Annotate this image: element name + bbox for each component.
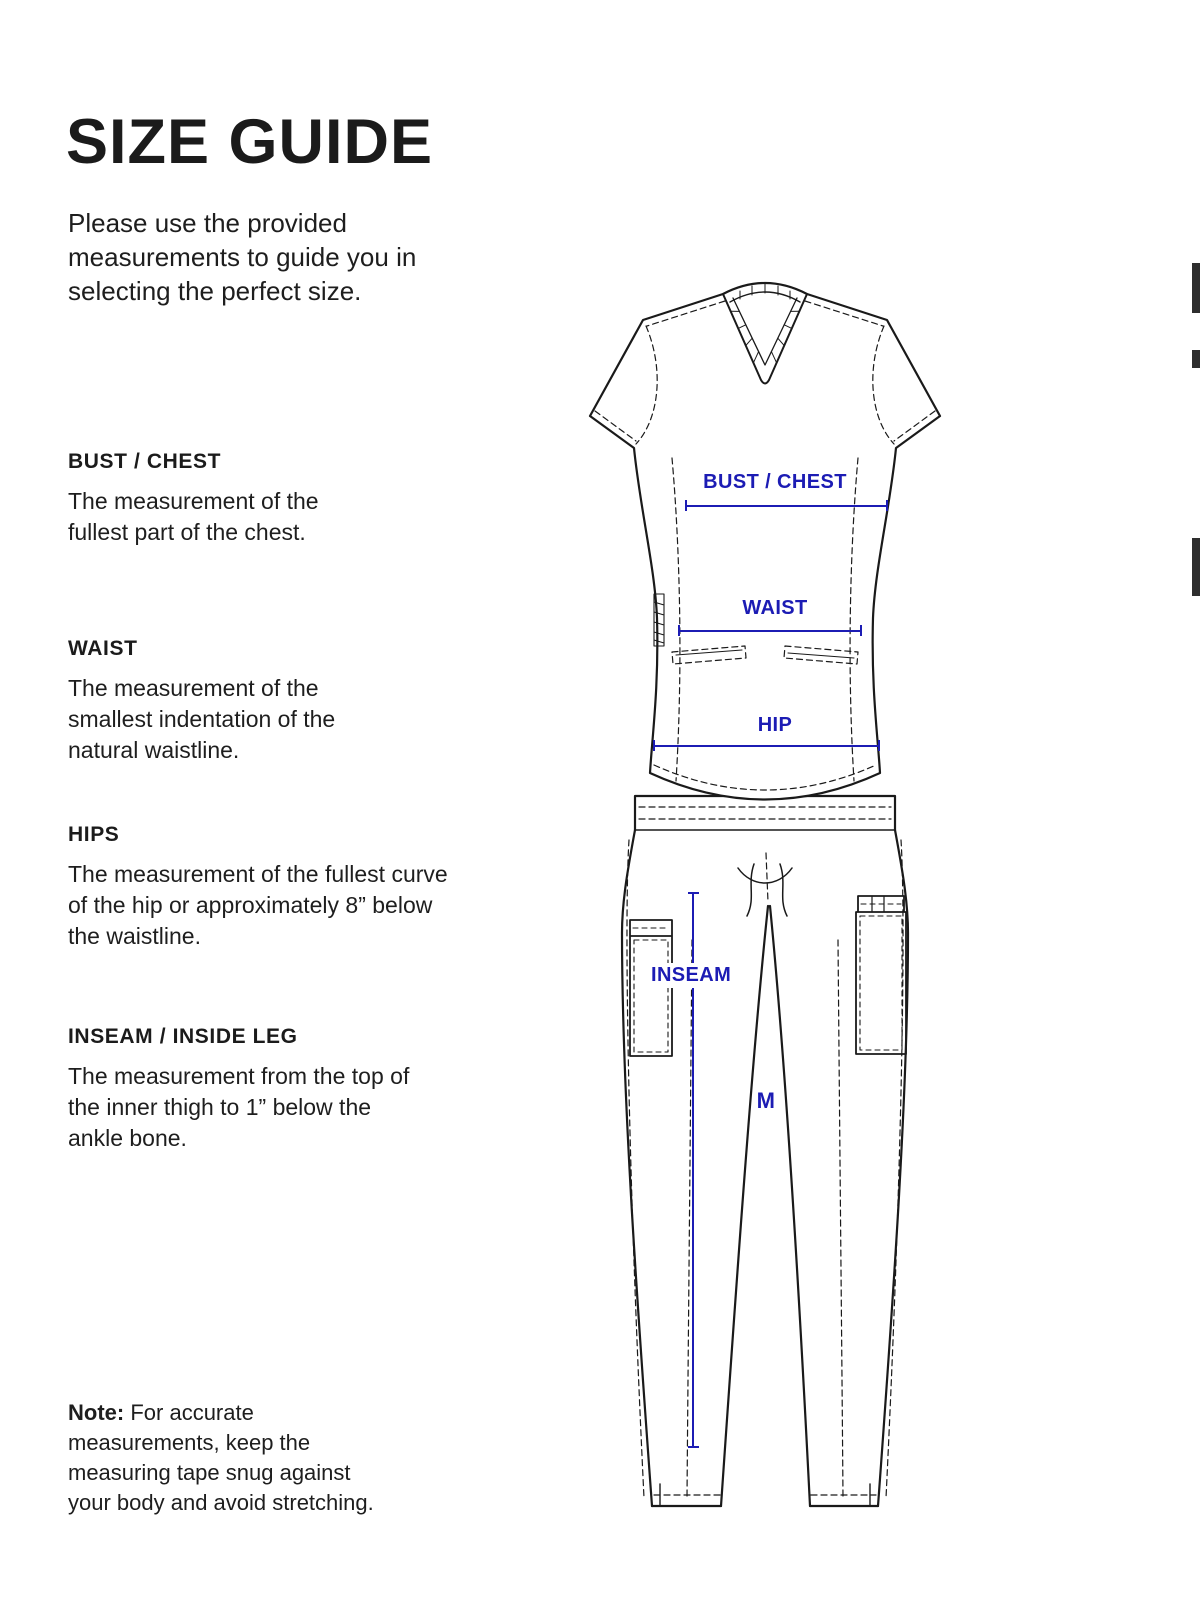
section-body: The measurement from the top of the inner thigh to 1” below the ankle bone. [68, 1063, 410, 1151]
measurement-note [68, 1398, 398, 1518]
section-waist [68, 637, 388, 766]
garment-size-label: M [756, 1088, 776, 1113]
section-heading: INSEAM / INSIDE LEG [68, 1025, 298, 1048]
section-bust-chest [68, 450, 368, 548]
section-hips [68, 823, 463, 952]
page-title: SIZE GUIDE [66, 107, 434, 178]
scrollbar-fragment [1192, 538, 1200, 596]
note-body: For accurate measurements, keep the measuring tape snug against your body and avoid stretching. [68, 1400, 374, 1515]
section-heading: HIPS [68, 823, 120, 846]
scrollbar-fragment [1192, 350, 1200, 368]
section-body: The measurement of the smallest indentation of the natural waistline. [68, 675, 336, 763]
scrollbar-fragment [1192, 263, 1200, 313]
section-inseam [68, 1025, 413, 1154]
note-label: Note: [68, 1400, 125, 1425]
hip-measure-line [653, 745, 880, 747]
section-heading: BUST / CHEST [68, 450, 222, 473]
section-heading: WAIST [68, 637, 138, 660]
inseam-measure-label: INSEAM [646, 963, 736, 988]
waist-measure-line [678, 630, 862, 632]
section-body: The measurement of the fullest curve of the hip or approximately 8” below the waistline. [68, 861, 448, 949]
scrub-pants-illustration [622, 796, 908, 1506]
bust-measure-label: BUST / CHEST [703, 471, 847, 493]
waist-measure-label: WAIST [742, 597, 808, 619]
bust-measure-line [685, 505, 888, 507]
section-body: The measurement of the fullest part of the chest. [68, 488, 319, 545]
hip-measure-label: HIP [757, 714, 793, 736]
intro-text: Please use the provided measurements to guide you in selecting the perfect size. [68, 208, 417, 306]
scrubs-technical-drawing [540, 268, 990, 1568]
garment-diagram [540, 268, 990, 1568]
